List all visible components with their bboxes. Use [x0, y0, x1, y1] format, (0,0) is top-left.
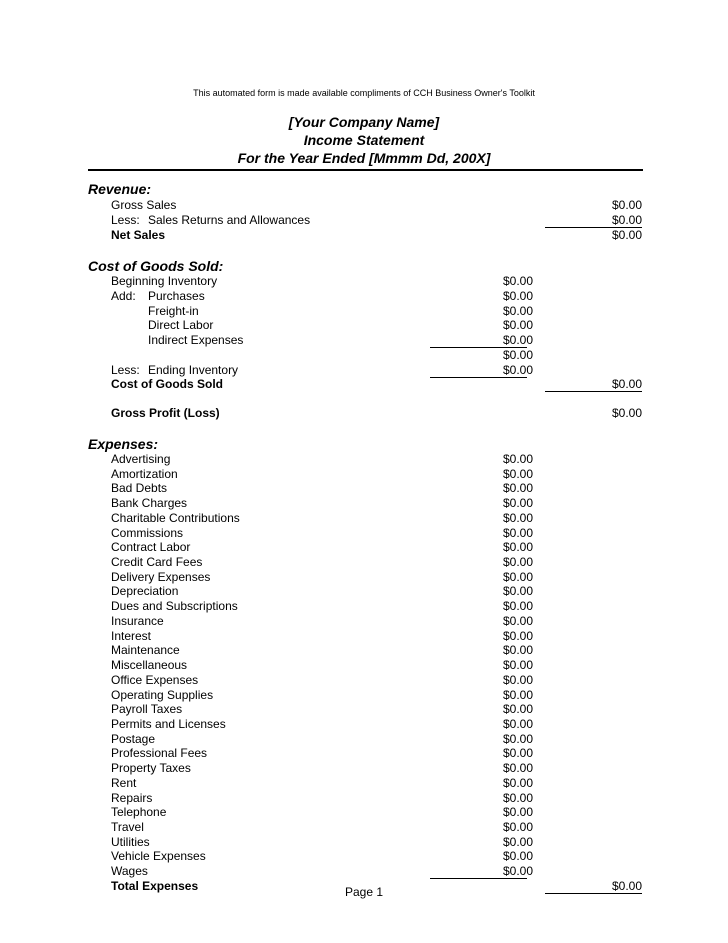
- expense-item-amount: $0.00: [502, 673, 533, 687]
- net-sales-label: Net Sales: [111, 228, 166, 242]
- returns-label: Sales Returns and Allowances: [148, 213, 311, 227]
- direct-labor-amount: $0.00: [502, 318, 533, 332]
- expense-item-label: Utilities: [111, 835, 150, 849]
- expense-item-amount: $0.00: [502, 805, 533, 819]
- expense-item-amount: $0.00: [502, 732, 533, 746]
- ending-inventory-amount: $0.00: [502, 363, 533, 377]
- expense-item-label: Depreciation: [111, 584, 179, 598]
- expense-item-amount: $0.00: [502, 526, 533, 540]
- cogs-subtotal-amount: $0.00: [502, 348, 533, 362]
- cogs-total-label: Cost of Goods Sold: [111, 377, 223, 391]
- total-expenses-underline: [545, 893, 642, 894]
- expense-item-label: Postage: [111, 732, 156, 746]
- expense-item-amount: $0.00: [502, 555, 533, 569]
- expense-item-amount: $0.00: [502, 614, 533, 628]
- statement-period: For the Year Ended [Mmmm Dd, 200X]: [237, 150, 491, 166]
- gross-profit-amount: $0.00: [611, 406, 642, 420]
- freight-in-label: Freight-in: [148, 304, 199, 318]
- expense-item-amount: $0.00: [502, 584, 533, 598]
- beginning-inventory-label: Beginning Inventory: [111, 274, 218, 288]
- expense-item-label: Maintenance: [111, 643, 180, 657]
- expense-item-label: Professional Fees: [111, 746, 208, 760]
- purchases-amount: $0.00: [502, 289, 533, 303]
- cogs-heading: Cost of Goods Sold:: [88, 258, 224, 274]
- purchases-label: Purchases: [148, 289, 205, 303]
- revenue-less-label: Less:: [111, 213, 140, 227]
- expense-item-label: Repairs: [111, 791, 153, 805]
- expense-item-amount: $0.00: [502, 511, 533, 525]
- ending-inventory-label: Ending Inventory: [148, 363, 239, 377]
- expense-item-label: Rent: [111, 776, 137, 790]
- expense-item-amount: $0.00: [502, 835, 533, 849]
- expenses-underline: [430, 878, 527, 879]
- header-rule: [88, 169, 643, 171]
- expense-item-label: Wages: [111, 864, 148, 878]
- expense-item-label: Vehicle Expenses: [111, 849, 206, 863]
- expense-item-amount: $0.00: [502, 791, 533, 805]
- expense-item-label: Advertising: [111, 452, 171, 466]
- total-expenses-label: Total Expenses: [111, 879, 199, 893]
- expense-item-label: Insurance: [111, 614, 164, 628]
- expense-item-label: Miscellaneous: [111, 658, 188, 672]
- expense-item-amount: $0.00: [502, 776, 533, 790]
- expense-item-label: Permits and Licenses: [111, 717, 226, 731]
- expense-item-label: Dues and Subscriptions: [111, 599, 238, 613]
- statement-title: Income Statement: [303, 132, 425, 148]
- freight-in-amount: $0.00: [502, 304, 533, 318]
- expense-item-amount: $0.00: [502, 643, 533, 657]
- expense-item-label: Interest: [111, 629, 152, 643]
- revenue-heading: Revenue:: [88, 181, 152, 197]
- cogs-total-amount: $0.00: [611, 377, 642, 391]
- cogs-total-underline: [545, 391, 642, 392]
- ending-inventory-underline: [430, 377, 527, 378]
- expense-item-label: Telephone: [111, 805, 167, 819]
- cogs-less-label: Less:: [111, 363, 140, 377]
- expenses-heading: Expenses:: [88, 436, 159, 452]
- expense-item-amount: $0.00: [502, 599, 533, 613]
- returns-amount: $0.00: [611, 213, 642, 227]
- expense-item-amount: $0.00: [502, 496, 533, 510]
- indirect-expenses-amount: $0.00: [502, 333, 533, 347]
- expense-item-amount: $0.00: [502, 864, 533, 878]
- net-sales-amount: $0.00: [611, 228, 642, 242]
- expense-item-label: Charitable Contributions: [111, 511, 240, 525]
- page-number: Page 1: [345, 885, 384, 899]
- indirect-expenses-label: Indirect Expenses: [148, 333, 244, 347]
- expense-item-amount: $0.00: [502, 746, 533, 760]
- expense-item-amount: $0.00: [502, 570, 533, 584]
- beginning-inventory-amount: $0.00: [502, 274, 533, 288]
- gross-profit-label: Gross Profit (Loss): [111, 406, 220, 420]
- total-expenses-amount: $0.00: [611, 879, 642, 893]
- expense-item-amount: $0.00: [502, 452, 533, 466]
- expense-item-amount: $0.00: [502, 717, 533, 731]
- expense-item-label: Property Taxes: [111, 761, 191, 775]
- expense-item-amount: $0.00: [502, 820, 533, 834]
- expense-item-label: Contract Labor: [111, 540, 191, 554]
- expense-item-label: Travel: [111, 820, 144, 834]
- expense-item-amount: $0.00: [502, 702, 533, 716]
- direct-labor-label: Direct Labor: [148, 318, 214, 332]
- expense-item-label: Commissions: [111, 526, 184, 540]
- expense-item-amount: $0.00: [502, 849, 533, 863]
- expense-item-label: Operating Supplies: [111, 688, 214, 702]
- expense-item-amount: $0.00: [502, 540, 533, 554]
- expense-item-amount: $0.00: [502, 481, 533, 495]
- expense-item-amount: $0.00: [502, 658, 533, 672]
- expense-item-label: Bank Charges: [111, 496, 188, 510]
- expense-item-label: Office Expenses: [111, 673, 199, 687]
- company-name: [Your Company Name]: [288, 114, 440, 130]
- expense-item-label: Bad Debts: [111, 481, 168, 495]
- expense-item-label: Payroll Taxes: [111, 702, 183, 716]
- expense-item-amount: $0.00: [502, 688, 533, 702]
- expense-item-label: Amortization: [111, 467, 178, 481]
- expense-item-label: Delivery Expenses: [111, 570, 211, 584]
- expense-item-amount: $0.00: [502, 629, 533, 643]
- expense-item-label: Credit Card Fees: [111, 555, 203, 569]
- gross-sales-label: Gross Sales: [111, 198, 177, 212]
- gross-sales-amount: $0.00: [611, 198, 642, 212]
- compliments-notice: This automated form is made available compliments of CCH Business Owner's Toolkit: [193, 88, 535, 98]
- expense-item-amount: $0.00: [502, 467, 533, 481]
- cogs-add-label: Add:: [111, 289, 136, 303]
- expense-item-amount: $0.00: [502, 761, 533, 775]
